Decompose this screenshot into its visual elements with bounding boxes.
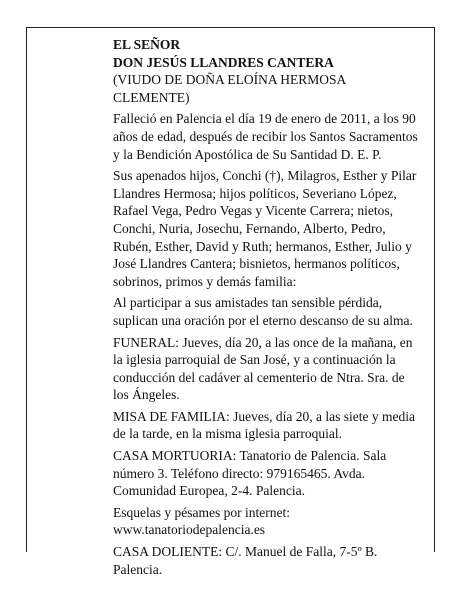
title-line-1: EL SEÑOR bbox=[113, 37, 181, 52]
family-mass-details: MISA DE FAMILIA: Jueves, día 20, a las siete y media de la tarde, en la misma iglesia parroquial. bbox=[113, 408, 415, 442]
funeral-details: FUNERAL: Jueves, día 20, a las once de la mañana, en la iglesia parroquial de San José, y a continuación la conducción del cadáver al cementerio de Ntra. Sra. de los Ángeles. bbox=[113, 334, 413, 403]
online-condolences: Esquelas y pésames por internet: www.tanatoriodepalencia.es bbox=[113, 504, 290, 538]
family-members: Sus apenados hijos, Conchi (†), Milagros, Esther y Pilar Llandres Hermosa; hijos políticos, Severiano López, Rafael Vega, Pedro Vegas y Vicente Carrera; nietos, Conchi, Nuria, Josechu, Fernando, Alberto, Pedro, Rubén, Esther, David y Ruth; hermanos, Esther, Julio y José Llandres Cantera; bisnietos, hermanos políticos, sobrinos, primos y demás familia: bbox=[113, 168, 417, 289]
prayer-request: Al participar a sus amistades tan sensible pérdida, suplican una oración por el eterno descanso de su alma. bbox=[113, 295, 413, 328]
death-announcement: Falleció en Palencia el día 19 de enero de 2011, a los 90 años de edad, después de recibir los Santos Sacramentos y la Bendición Apostólica de Su Santidad D. E. P. bbox=[113, 111, 418, 162]
title-line-2: DON JESÚS LLANDRES CANTERA bbox=[113, 54, 334, 70]
funeral-home-details: CASA MORTUORIA: Tanatorio de Palencia. Sala número 3. Teléfono directo: 979165465. Avda. Comunidad Europea, 2-4. Palencia. bbox=[113, 448, 387, 499]
obituary-content bbox=[113, 36, 419, 582]
family-home-address: CASA DOLIENTE: C/. Manuel de Falla, 7-5º B. Palencia. bbox=[113, 544, 378, 577]
widower-subtitle: (VIUDO DE DOÑA ELOÍNA HERMOSA CLEMENTE) bbox=[113, 72, 346, 105]
